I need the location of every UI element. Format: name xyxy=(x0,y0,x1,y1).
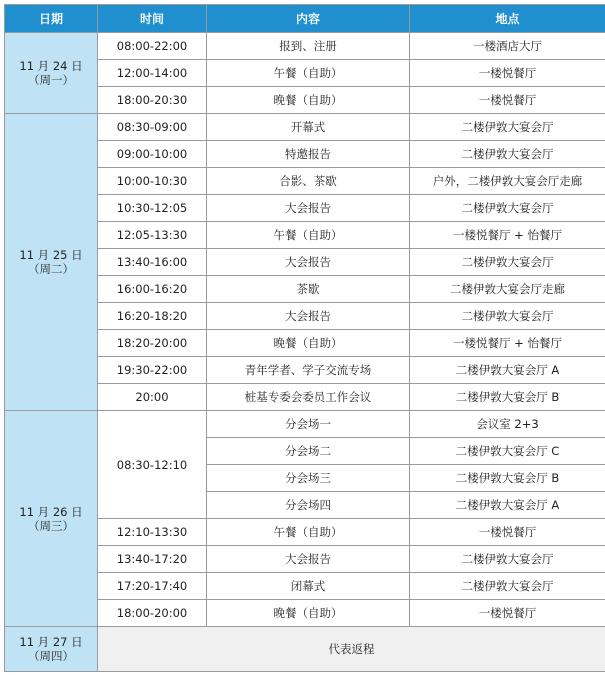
place-cell: 一楼悦餐厅 + 怡餐厅 xyxy=(410,330,605,357)
time-cell: 13:40-17:20 xyxy=(98,546,207,573)
place-cell: 一楼酒店大厅 xyxy=(410,33,605,60)
day-weekday: （周一） xyxy=(28,73,74,87)
content-cell: 晚餐（自助） xyxy=(207,600,410,627)
place-cell: 会议室 2+3 xyxy=(410,411,605,438)
content-cell: 青年学者、学子交流专场 xyxy=(207,357,410,384)
place-cell: 一楼悦餐厅 xyxy=(410,600,605,627)
time-cell: 19:30-22:00 xyxy=(98,357,207,384)
header-date: 日期 xyxy=(5,5,98,33)
day-weekday: （周二） xyxy=(28,262,74,276)
place-cell: 二楼伊敦大宴会厅 B xyxy=(410,465,605,492)
table-row xyxy=(5,627,605,672)
content-cell: 分会场三 xyxy=(207,465,410,492)
time-cell: 08:30-12:10 xyxy=(98,411,207,519)
time-cell: 16:20-18:20 xyxy=(98,303,207,330)
place-cell: 二楼伊敦大宴会厅 xyxy=(410,141,605,168)
content-cell: 大会报告 xyxy=(207,546,410,573)
place-cell: 二楼伊敦大宴会厅 C xyxy=(410,438,605,465)
content-cell: 合影、茶歇 xyxy=(207,168,410,195)
place-cell: 一楼悦餐厅 xyxy=(410,60,605,87)
content-cell: 晚餐（自助） xyxy=(207,330,410,357)
place-cell: 二楼伊敦大宴会厅 xyxy=(410,303,605,330)
place-cell: 二楼伊敦大宴会厅 xyxy=(410,249,605,276)
day-weekday: （周三） xyxy=(28,518,74,533)
return-cell: 代表返程 xyxy=(98,627,605,672)
content-cell: 大会报告 xyxy=(207,249,410,276)
header-place: 地点 xyxy=(410,5,605,33)
day-cell-nov26 xyxy=(5,411,98,627)
content-cell: 晚餐（自助） xyxy=(207,87,410,114)
time-cell: 18:00-20:30 xyxy=(98,87,207,114)
content-cell: 午餐（自助） xyxy=(207,519,410,546)
day-date: 11 月 27 日 xyxy=(19,635,83,649)
place-cell: 二楼伊敦大宴会厅 xyxy=(410,546,605,573)
time-cell: 12:05-13:30 xyxy=(98,222,207,249)
place-cell: 二楼伊敦大宴会厅 B xyxy=(410,384,605,411)
content-cell: 报到、注册 xyxy=(207,33,410,60)
day-date: 11 月 25 日 xyxy=(19,248,83,262)
content-cell: 分会场四 xyxy=(207,492,410,519)
time-cell: 08:30-09:00 xyxy=(98,114,207,141)
content-cell: 午餐（自助） xyxy=(207,60,410,87)
day-date: 11 月 24 日 xyxy=(19,59,83,73)
content-cell: 分会场一 xyxy=(207,411,410,438)
content-cell: 桩基专委会委员工作会议 xyxy=(207,384,410,411)
header-content: 内容 xyxy=(207,5,410,33)
time-cell: 10:00-10:30 xyxy=(98,168,207,195)
place-cell: 户外，二楼伊敦大宴会厅走廊 xyxy=(410,168,605,195)
schedule-table xyxy=(4,4,605,672)
table-row xyxy=(5,33,605,60)
table-row xyxy=(5,114,605,141)
day-cell-nov24 xyxy=(5,33,98,114)
time-cell: 18:00-20:00 xyxy=(98,600,207,627)
place-cell: 一楼悦餐厅 + 怡餐厅 xyxy=(410,222,605,249)
time-cell: 17:20-17:40 xyxy=(98,573,207,600)
content-cell: 特邀报告 xyxy=(207,141,410,168)
place-cell: 二楼伊敦大宴会厅走廊 xyxy=(410,276,605,303)
day-cell-nov25 xyxy=(5,114,98,411)
day-cell-nov27 xyxy=(5,627,98,672)
place-cell: 二楼伊敦大宴会厅 A xyxy=(410,357,605,384)
time-cell: 08:00-22:00 xyxy=(98,33,207,60)
time-cell: 12:00-14:00 xyxy=(98,60,207,87)
content-cell: 闭幕式 xyxy=(207,573,410,600)
time-cell: 18:20-20:00 xyxy=(98,330,207,357)
time-cell: 09:00-10:00 xyxy=(98,141,207,168)
content-cell: 大会报告 xyxy=(207,195,410,222)
content-cell: 午餐（自助） xyxy=(207,222,410,249)
place-cell: 二楼伊敦大宴会厅 A xyxy=(410,492,605,519)
place-cell: 二楼伊敦大宴会厅 xyxy=(410,195,605,222)
day-weekday: （周四） xyxy=(28,649,74,663)
time-cell: 10:30-12:05 xyxy=(98,195,207,222)
header-time: 时间 xyxy=(98,5,207,33)
place-cell: 二楼伊敦大宴会厅 xyxy=(410,573,605,600)
content-cell: 大会报告 xyxy=(207,303,410,330)
time-cell: 16:00-16:20 xyxy=(98,276,207,303)
time-cell: 12:10-13:30 xyxy=(98,519,207,546)
place-cell: 一楼悦餐厅 xyxy=(410,519,605,546)
time-cell: 13:40-16:00 xyxy=(98,249,207,276)
table-row xyxy=(5,411,605,438)
day-date: 11 月 26 日 xyxy=(19,504,83,519)
header-row xyxy=(5,5,605,33)
time-cell: 20:00 xyxy=(98,384,207,411)
place-cell: 二楼伊敦大宴会厅 xyxy=(410,114,605,141)
content-cell: 开幕式 xyxy=(207,114,410,141)
content-cell: 分会场二 xyxy=(207,438,410,465)
place-cell: 一楼悦餐厅 xyxy=(410,87,605,114)
content-cell: 茶歇 xyxy=(207,276,410,303)
